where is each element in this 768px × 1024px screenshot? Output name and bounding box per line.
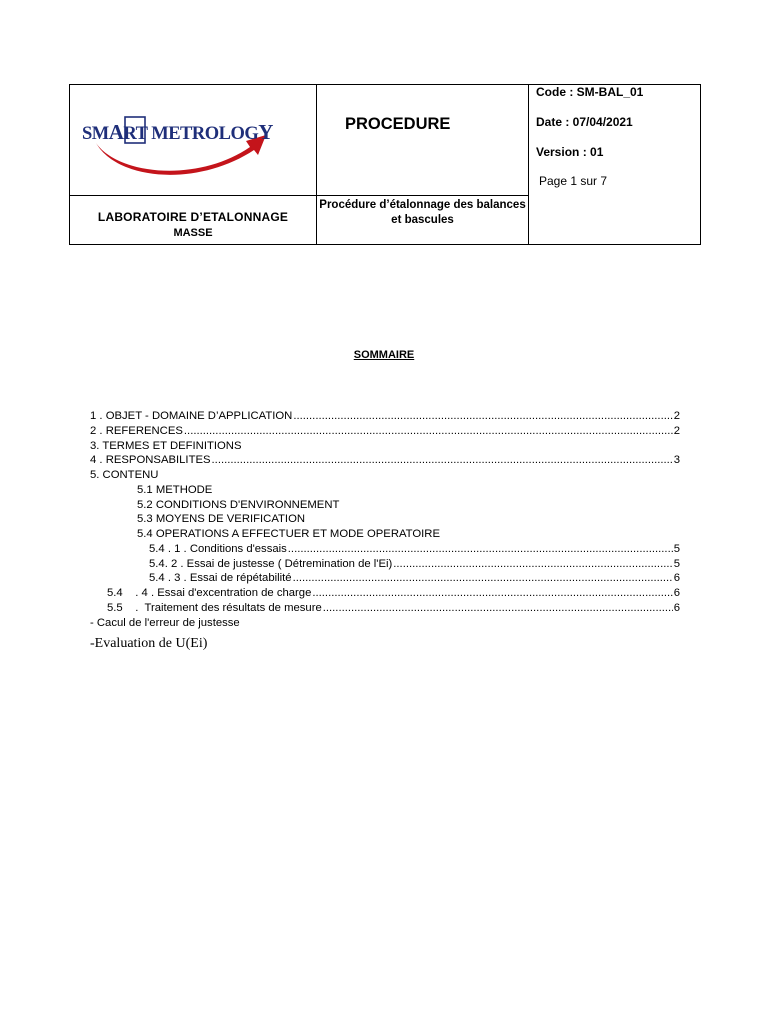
procedure-description-cell <box>317 196 529 245</box>
procedure-title: PROCEDURE <box>345 115 451 133</box>
toc-entry-label: -Evaluation de U(Ei) <box>90 636 208 652</box>
toc-entry-page: 3 <box>673 454 680 467</box>
document-header-table <box>69 84 701 245</box>
toc-entry <box>90 571 680 586</box>
toc-entry <box>90 616 680 631</box>
toc-entry <box>90 601 680 616</box>
toc-dot-leader <box>184 424 673 439</box>
toc-entry-label: 5.4. 2 . Essai de justesse ( Détremination de l'Ei) <box>149 557 393 570</box>
toc-entry <box>90 527 680 542</box>
toc-dot-leader <box>393 557 672 572</box>
toc-entry <box>90 483 680 498</box>
laboratory-cell <box>70 196 317 245</box>
toc-entry-label: 3. TERMES ET DEFINITIONS <box>90 439 242 452</box>
toc-entry-label: 5.5 . Traitement des résultats de mesure <box>107 601 322 614</box>
toc-entry-label: 2 . REFERENCES <box>90 424 183 437</box>
logo-text: SMART METROLOGY <box>82 120 273 144</box>
laboratory-domain: MASSE <box>173 227 213 239</box>
toc-entry-label: 5.4 OPERATIONS A EFFECTUER ET MODE OPERATOIRE <box>137 528 440 540</box>
page-number: Page 1 sur 7 <box>539 174 608 188</box>
toc-dot-leader <box>312 586 672 601</box>
toc-entry <box>90 557 680 572</box>
toc-entry-label: 4 . RESPONSABILITES <box>90 454 211 467</box>
procedure-description: Procédure d’étalonnage des balances et bascules <box>319 199 526 226</box>
smart-metrology-logo <box>78 87 308 187</box>
toc-entry <box>90 453 680 468</box>
toc-entry <box>90 542 680 557</box>
document-version: Version : 01 <box>536 145 604 159</box>
toc-entry-page: 5 <box>673 557 680 570</box>
toc-entry-label: 5.2 CONDITIONS D'ENVIRONNEMENT <box>137 498 340 511</box>
procedure-title-cell <box>317 85 529 196</box>
toc-entry <box>90 635 680 653</box>
document-date: Date : 07/04/2021 <box>536 115 633 129</box>
toc-entry <box>90 586 680 601</box>
toc-entry <box>90 409 680 424</box>
toc-entry-page: 6 <box>673 587 680 599</box>
sommaire-title: SOMMAIRE <box>353 349 415 361</box>
toc-entry-label: 5.4 . 3 . Essai de répétabilité <box>149 572 292 585</box>
laboratory-name: LABORATOIRE D’ETALONNAGE <box>97 210 289 224</box>
toc-entry-page: 6 <box>673 601 680 614</box>
toc-entry <box>90 439 680 454</box>
toc-dot-leader <box>293 409 672 424</box>
toc-entry <box>90 512 680 527</box>
document-meta-cell <box>529 85 701 245</box>
toc-entry-page: 2 <box>673 424 680 437</box>
toc-entry-page: 2 <box>673 410 680 422</box>
toc-entry-label: 5.3 MOYENS DE VERIFICATION <box>137 513 306 526</box>
table-of-contents <box>90 409 680 653</box>
toc-dot-leader <box>288 542 673 557</box>
toc-dot-leader <box>212 453 673 468</box>
logo-cell <box>70 85 317 196</box>
toc-entry <box>90 424 680 439</box>
toc-entry-label: - Cacul de l'erreur de justesse <box>90 616 240 629</box>
toc-entry-label: 1 . OBJET - DOMAINE D’APPLICATION <box>90 410 293 422</box>
toc-dot-leader <box>293 571 673 586</box>
document-code: Code : SM-BAL_01 <box>536 85 644 99</box>
toc-entry-page: 5 <box>673 542 680 555</box>
toc-entry <box>90 468 680 483</box>
toc-entry-label: 5. CONTENU <box>90 469 159 481</box>
toc-entry <box>90 498 680 513</box>
toc-entry-label: 5.4 . 1 . Conditions d'essais <box>149 542 287 555</box>
toc-dot-leader <box>323 601 673 616</box>
toc-entry-page: 6 <box>673 572 680 585</box>
toc-entry-label: 5.4 . 4 . Essai d'excentration de charge <box>107 587 312 599</box>
toc-entry-label: 5.1 METHODE <box>137 483 213 496</box>
